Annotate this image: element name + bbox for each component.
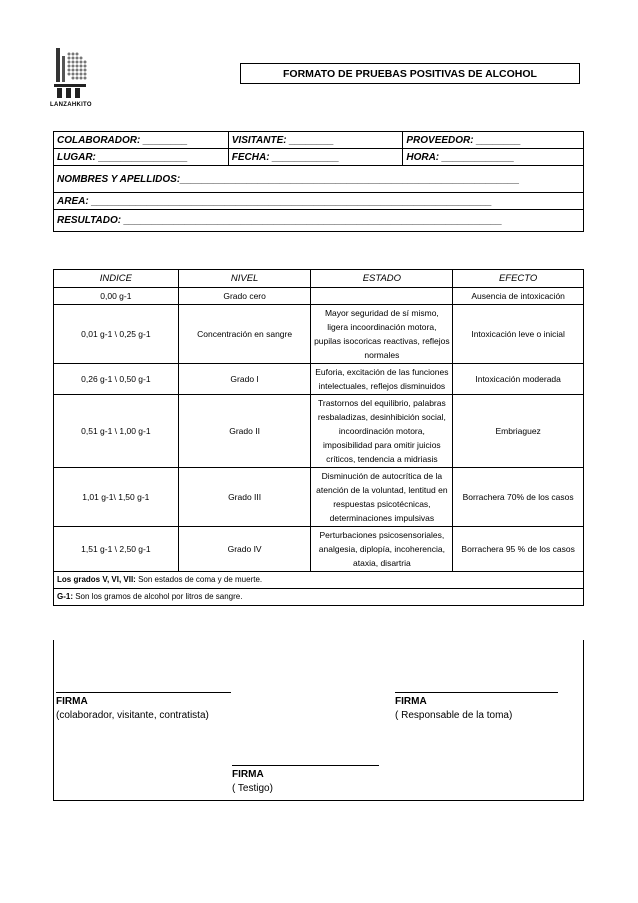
note-grados-text: Son estados de coma y de muerte. <box>135 575 263 584</box>
estado-cell: Mayor seguridad de sí mismo, ligera incoordinación motora, pupilas isocoricas reactivas, reflejos normales <box>311 305 453 364</box>
signature-subtitle: ( Responsable de la toma) <box>395 710 513 721</box>
alcohol-levels-table <box>53 269 584 606</box>
note-g1 <box>54 589 584 606</box>
form-title-text: FORMATO DE PRUEBAS POSITIVAS DE ALCOHOL <box>283 67 537 80</box>
col-header-indice: INDICE <box>54 270 179 288</box>
nivel-cell: Grado I <box>178 364 311 395</box>
nombres-field[interactable]: NOMBRES Y APELLIDOS:_____________________________________________________________ <box>54 166 584 193</box>
table-row <box>54 364 584 395</box>
header-fields-table <box>53 131 584 232</box>
signature-left[interactable] <box>56 692 231 723</box>
note-grados-label: Los grados V, VI, VII: <box>57 575 136 584</box>
resultado-field[interactable]: RESULTADO: ____________________________________________________________________ <box>54 210 584 232</box>
table-row <box>54 468 584 527</box>
nivel-cell: Concentración en sangre <box>178 305 311 364</box>
efecto-cell: Intoxicación moderada <box>453 364 584 395</box>
signature-center[interactable] <box>232 765 379 796</box>
estado-cell: Euforia, excitación de las funciones intelectuales, reflejos disminuidos <box>311 364 453 395</box>
form-title <box>240 63 580 84</box>
table-row <box>54 305 584 364</box>
table-row <box>54 527 584 572</box>
signature-title: FIRMA <box>395 696 427 707</box>
col-header-estado: ESTADO <box>311 270 453 288</box>
lugar-field[interactable]: LUGAR: ________________ <box>54 149 229 166</box>
note-g1-text: Son los gramos de alcohol por litros de sangre. <box>73 592 243 601</box>
col-header-nivel: NIVEL <box>178 270 311 288</box>
indice-cell: 1,51 g-1 \ 2,50 g-1 <box>54 527 179 572</box>
nivel-cell: Grado IV <box>178 527 311 572</box>
estado-cell <box>311 288 453 305</box>
signature-right[interactable] <box>395 692 558 723</box>
signature-line <box>232 765 379 766</box>
signature-title: FIRMA <box>56 696 88 707</box>
signature-title: FIRMA <box>232 769 264 780</box>
estado-cell: Disminución de autocrítica de la atención de la voluntad, lentitud en respuestas psicotécnicas, determinaciones impulsivas <box>311 468 453 527</box>
efecto-cell: Embriaguez <box>453 395 584 468</box>
efecto-cell: Intoxicación leve o inicial <box>453 305 584 364</box>
indice-cell: 0,01 g-1 \ 0,25 g-1 <box>54 305 179 364</box>
visitante-field[interactable]: VISITANTE: ________ <box>228 132 403 149</box>
factory-logo-icon <box>52 44 102 102</box>
table-row <box>54 288 584 305</box>
nivel-cell: Grado cero <box>178 288 311 305</box>
signature-subtitle: ( Testigo) <box>232 783 273 794</box>
signature-line <box>395 692 558 693</box>
efecto-cell: Ausencia de intoxicación <box>453 288 584 305</box>
colaborador-field[interactable]: COLABORADOR: ________ <box>54 132 229 149</box>
logo-text: LANZAHKITO <box>50 102 92 108</box>
indice-cell: 0,26 g-1 \ 0,50 g-1 <box>54 364 179 395</box>
indice-cell: 1,01 g-1\ 1,50 g-1 <box>54 468 179 527</box>
note-grados <box>54 572 584 589</box>
efecto-cell: Borrachera 70% de los casos <box>453 468 584 527</box>
indice-cell: 0,51 g-1 \ 1,00 g-1 <box>54 395 179 468</box>
signature-line <box>56 692 231 693</box>
area-field[interactable]: AREA: ________________________________________________________________________ <box>54 193 584 210</box>
table-row <box>54 395 584 468</box>
fecha-field[interactable]: FECHA: ____________ <box>228 149 403 166</box>
efecto-cell: Borrachera 95 % de los casos <box>453 527 584 572</box>
nivel-cell: Grado II <box>178 395 311 468</box>
proveedor-field[interactable]: PROVEEDOR: ________ <box>403 132 584 149</box>
estado-cell: Perturbaciones psicosensoriales, analgesia, diplopía, incoherencia, ataxia, disartria <box>311 527 453 572</box>
nivel-cell: Grado III <box>178 468 311 527</box>
note-g1-label: G-1: <box>57 592 73 601</box>
hora-field[interactable]: HORA: _____________ <box>403 149 584 166</box>
signature-subtitle: (colaborador, visitante, contratista) <box>56 710 209 721</box>
col-header-efecto: EFECTO <box>453 270 584 288</box>
estado-cell: Trastornos del equilibrio, palabras resbaladizas, desinhibición social, incoordinación motora, imposibilidad para omitir juicios críticos, tendencia a midriasis <box>311 395 453 468</box>
indice-cell: 0,00 g-1 <box>54 288 179 305</box>
